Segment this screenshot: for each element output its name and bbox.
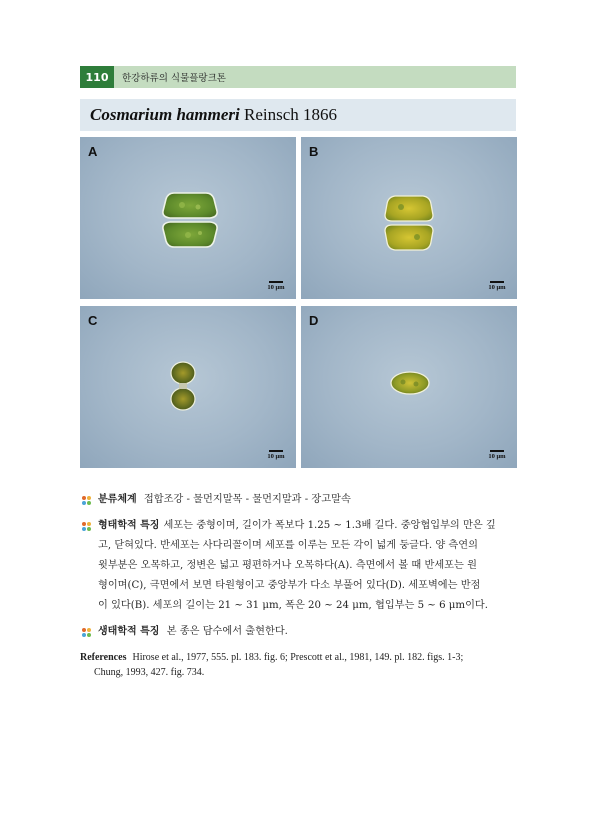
bullet-icon [82,522,92,532]
references-line: Chung, 1993, 427. fig. 734. [94,667,205,678]
cell-image [389,370,431,396]
scale-bar-label: 10 μm [267,284,285,291]
references-heading: References [80,652,127,663]
scale-bar-line [269,281,283,283]
cell-image [160,189,220,251]
scale-bar-label: 10 μm [488,453,506,460]
scale-bar [264,281,288,291]
page-number: 110 [80,66,114,88]
scale-bar-line [490,450,504,452]
classification-item [80,490,516,510]
scale-bar [264,450,288,460]
ecology-item [80,622,516,642]
references-line: Hirose et al., 1977, 555. pl. 183. fig. 6; Prescott et al., 1981, 149. pl. 182. figs. 1-3; [132,652,464,663]
morphology-line: 세포는 중형이며, 길이가 폭보다 1.25 ~ 1.3배 길다. 중앙협입부의 만은 깊 [163,520,496,531]
classification-heading: 분류체계 [98,494,137,505]
panel-label: D [309,313,319,328]
species-authority: Reinsch 1866 [243,105,338,124]
cell-image [383,193,435,253]
panel-label: B [309,144,319,159]
scale-bar-line [490,281,504,283]
morphology-line: 윗부분은 오목하고, 정변은 넓고 평편하거나 오목하다(A). 측면에서 볼 때 반세포는 원 [98,560,477,571]
ecology-heading: 생태학적 특징 [98,626,160,637]
panel-label: A [88,144,98,159]
scale-bar-line [269,450,283,452]
species-name: Cosmarium hammeri [90,105,240,124]
morphology-line: 형이며(C), 극면에서 보면 타원형이고 중앙부가 다소 부풀어 있다(D). 세포벽에는 반점 [98,580,481,591]
cell-image [168,360,198,412]
references-section [80,650,516,680]
scale-bar-label: 10 μm [488,284,506,291]
species-title-box [80,99,516,131]
bullet-icon [82,496,92,506]
micrograph-panel-d [301,306,517,468]
scale-bar [485,281,509,291]
description-section [80,490,516,648]
micrograph-panel-b [301,137,517,299]
scale-bar [485,450,509,460]
classification-text: 접합조강 - 물먼지말목 - 물먼지말과 - 장고말속 [143,494,351,505]
ecology-text: 본 종은 담수에서 출현한다. [166,626,288,637]
morphology-line: 고, 닫혀있다. 반세포는 사다리꼴이며 세포를 이루는 모든 각이 넓게 둥글다. 양 측연의 [98,540,478,551]
micrograph-panel-a [80,137,296,299]
scale-bar-label: 10 μm [267,453,285,460]
micrograph-panel-c [80,306,296,468]
morphology-heading: 형태학적 특징 [98,520,160,531]
morphology-line: 이 있다(B). 세포의 길이는 21 ~ 31 μm, 폭은 20 ~ 24 μm, 협입부는 5 ~ 6 μm이다. [98,600,489,611]
morphology-item [80,516,516,616]
bullet-icon [82,628,92,638]
species-title [90,105,337,125]
book-title: 한강하류의 식물플랑크톤 [122,73,226,84]
panel-label: C [88,313,98,328]
